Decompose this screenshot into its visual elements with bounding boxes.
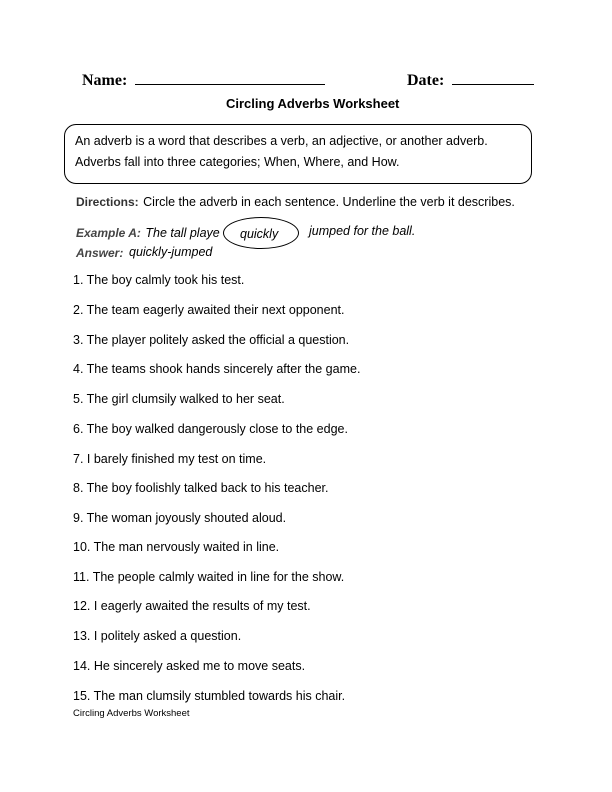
sentence-item: 4. The teams shook hands sincerely after the game. xyxy=(73,362,361,376)
sentence-item: 7. I barely finished my test on time. xyxy=(73,452,267,466)
sentence-item: 12. I eagerly awaited the results of my test. xyxy=(73,599,311,613)
directions xyxy=(76,193,515,211)
sentence-item: 8. The boy foolishly talked back to his teacher. xyxy=(73,481,329,495)
answer-label: Answer: xyxy=(76,246,124,260)
footer-text: Circling Adverbs Worksheet xyxy=(73,708,190,719)
sentence-item: 15. The man clumsily stumbled towards his chair. xyxy=(73,689,346,703)
sentence-item: 11. The people calmly waited in line for the show. xyxy=(73,570,345,584)
example-text-before: The tall playe xyxy=(145,226,220,240)
sentence-item: 6. The boy walked dangerously close to the edge. xyxy=(73,422,348,436)
sentence-item: 13. I politely asked a question. xyxy=(73,629,242,643)
example-row xyxy=(76,224,220,242)
date-field-row xyxy=(407,72,534,90)
directions-label: Directions: xyxy=(76,195,139,209)
sentence-item: 2. The team eagerly awaited their next opponent. xyxy=(73,303,345,317)
example-circled-word: quickly xyxy=(240,227,279,241)
example-label: Example A: xyxy=(76,226,141,240)
sentence-item: 5. The girl clumsily walked to her seat. xyxy=(73,392,285,406)
sentence-item: 14. He sincerely asked me to move seats. xyxy=(73,659,306,673)
sentence-item: 3. The player politely asked the official a question. xyxy=(73,333,350,347)
sentence-item: 1. The boy calmly took his test. xyxy=(73,273,245,287)
sentence-item: 10. The man nervously waited in line. xyxy=(73,540,280,554)
example-text-after: jumped for the ball. xyxy=(309,224,416,238)
worksheet-title: Circling Adverbs Worksheet xyxy=(226,96,400,111)
definition-box xyxy=(64,124,532,184)
answer-row xyxy=(76,244,123,262)
directions-text: Circle the adverb in each sentence. Underline the verb it describes. xyxy=(143,195,515,209)
name-label: Name: xyxy=(82,72,128,89)
definition-line-2: Adverbs fall into three categories; When, Where, and How. xyxy=(75,155,400,169)
date-label: Date: xyxy=(407,72,445,89)
definition-line-1: An adverb is a word that describes a verb, an adjective, or another adverb. xyxy=(75,134,488,148)
answer-text: quickly-jumped xyxy=(129,245,213,259)
date-blank[interactable] xyxy=(452,72,534,85)
sentence-item: 9. The woman joyously shouted aloud. xyxy=(73,511,287,525)
name-field-row xyxy=(82,72,325,90)
name-blank[interactable] xyxy=(135,72,325,85)
